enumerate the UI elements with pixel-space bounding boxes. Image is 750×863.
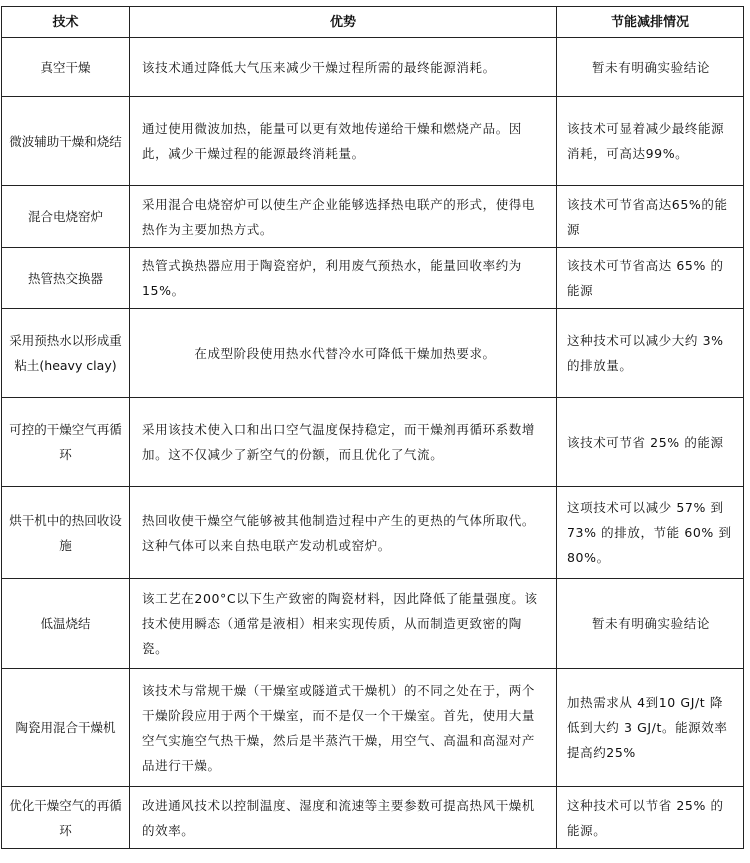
document-page (1, 6, 749, 849)
table-header-row (2, 7, 744, 38)
technique-cell: 采用预热水以形成重粘土(heavy clay) (2, 309, 130, 398)
saving-cell: 这种技术可以减少大约 3% 的排放量。 (557, 309, 744, 398)
table-row (2, 38, 744, 97)
advantage-cell: 采用该技术使入口和出口空气温度保持稳定，而干燥剂再循环系数增加。这不仅减少了新空气的份额，而且优化了气流。 (130, 398, 557, 487)
technique-cell: 低温烧结 (2, 579, 130, 669)
advantage-cell: 改进通风技术以控制温度、湿度和流速等主要参数可提高热风干燥机的效率。 (130, 787, 557, 849)
technique-cell: 可控的干燥空气再循环 (2, 398, 130, 487)
technique-cell: 烘干机中的热回收设施 (2, 487, 130, 579)
advantage-cell: 该技术与常规干燥（干燥室或隧道式干燥机）的不同之处在于，两个干燥阶段应用于两个干燥室，而不是仅一个干燥室。首先，使用大量空气实施空气热干燥，然后是半蒸汽干燥，用空气、高温和高湿对产品进行干燥。 (130, 669, 557, 787)
saving-cell: 暂未有明确实验结论 (557, 38, 744, 97)
technique-cell: 真空干燥 (2, 38, 130, 97)
table-row (2, 787, 744, 849)
header-technique: 技术 (2, 7, 130, 38)
saving-cell: 暂未有明确实验结论 (557, 579, 744, 669)
saving-cell: 加热需求从 4到10 GJ/t 降低到大约 3 GJ/t。能源效率提高约25% (557, 669, 744, 787)
advantage-cell: 热回收使干燥空气能够被其他制造过程中产生的更热的气体所取代。这种气体可以来自热电联产发动机或窑炉。 (130, 487, 557, 579)
advantage-cell: 热管式换热器应用于陶瓷窑炉，利用废气预热水，能量回收率约为 15%。 (130, 248, 557, 309)
saving-cell: 该技术可节省 25% 的能源 (557, 398, 744, 487)
technique-cell: 混合电烧窑炉 (2, 186, 130, 248)
saving-cell: 这种技术可以节省 25% 的能源。 (557, 787, 744, 849)
saving-cell: 这项技术可以减少 57% 到 73% 的排放，节能 60% 到 80%。 (557, 487, 744, 579)
technique-cell: 热管热交换器 (2, 248, 130, 309)
advantage-cell: 在成型阶段使用热水代替冷水可降低干燥加热要求。 (130, 309, 557, 398)
saving-cell: 该技术可节省高达65%的能源 (557, 186, 744, 248)
advantage-cell: 采用混合电烧窑炉可以使生产企业能够选择热电联产的形式，使得电热作为主要加热方式。 (130, 186, 557, 248)
advantage-cell: 该工艺在200°C以下生产致密的陶瓷材料，因此降低了能量强度。该技术使用瞬态（通常是液相）相来实现传质，从而制造更致密的陶瓷。 (130, 579, 557, 669)
header-saving: 节能减排情况 (557, 7, 744, 38)
advantage-cell: 该技术通过降低大气压来减少干燥过程所需的最终能源消耗。 (130, 38, 557, 97)
table-row (2, 669, 744, 787)
table-row (2, 309, 744, 398)
table-row (2, 487, 744, 579)
energy-saving-technology-table (1, 6, 744, 849)
technique-cell: 陶瓷用混合干燥机 (2, 669, 130, 787)
table-row (2, 97, 744, 186)
table-row (2, 186, 744, 248)
advantage-cell: 通过使用微波加热，能量可以更有效地传递给干燥和燃烧产品。因此，减少干燥过程的能源最终消耗量。 (130, 97, 557, 186)
saving-cell: 该技术可节省高达 65% 的能源 (557, 248, 744, 309)
header-advantage: 优势 (130, 7, 557, 38)
technique-cell: 微波辅助干燥和烧结 (2, 97, 130, 186)
technique-cell: 优化干燥空气的再循环 (2, 787, 130, 849)
table-row (2, 248, 744, 309)
table-row (2, 579, 744, 669)
table-row (2, 398, 744, 487)
saving-cell: 该技术可显着减少最终能源消耗，可高达99%。 (557, 97, 744, 186)
